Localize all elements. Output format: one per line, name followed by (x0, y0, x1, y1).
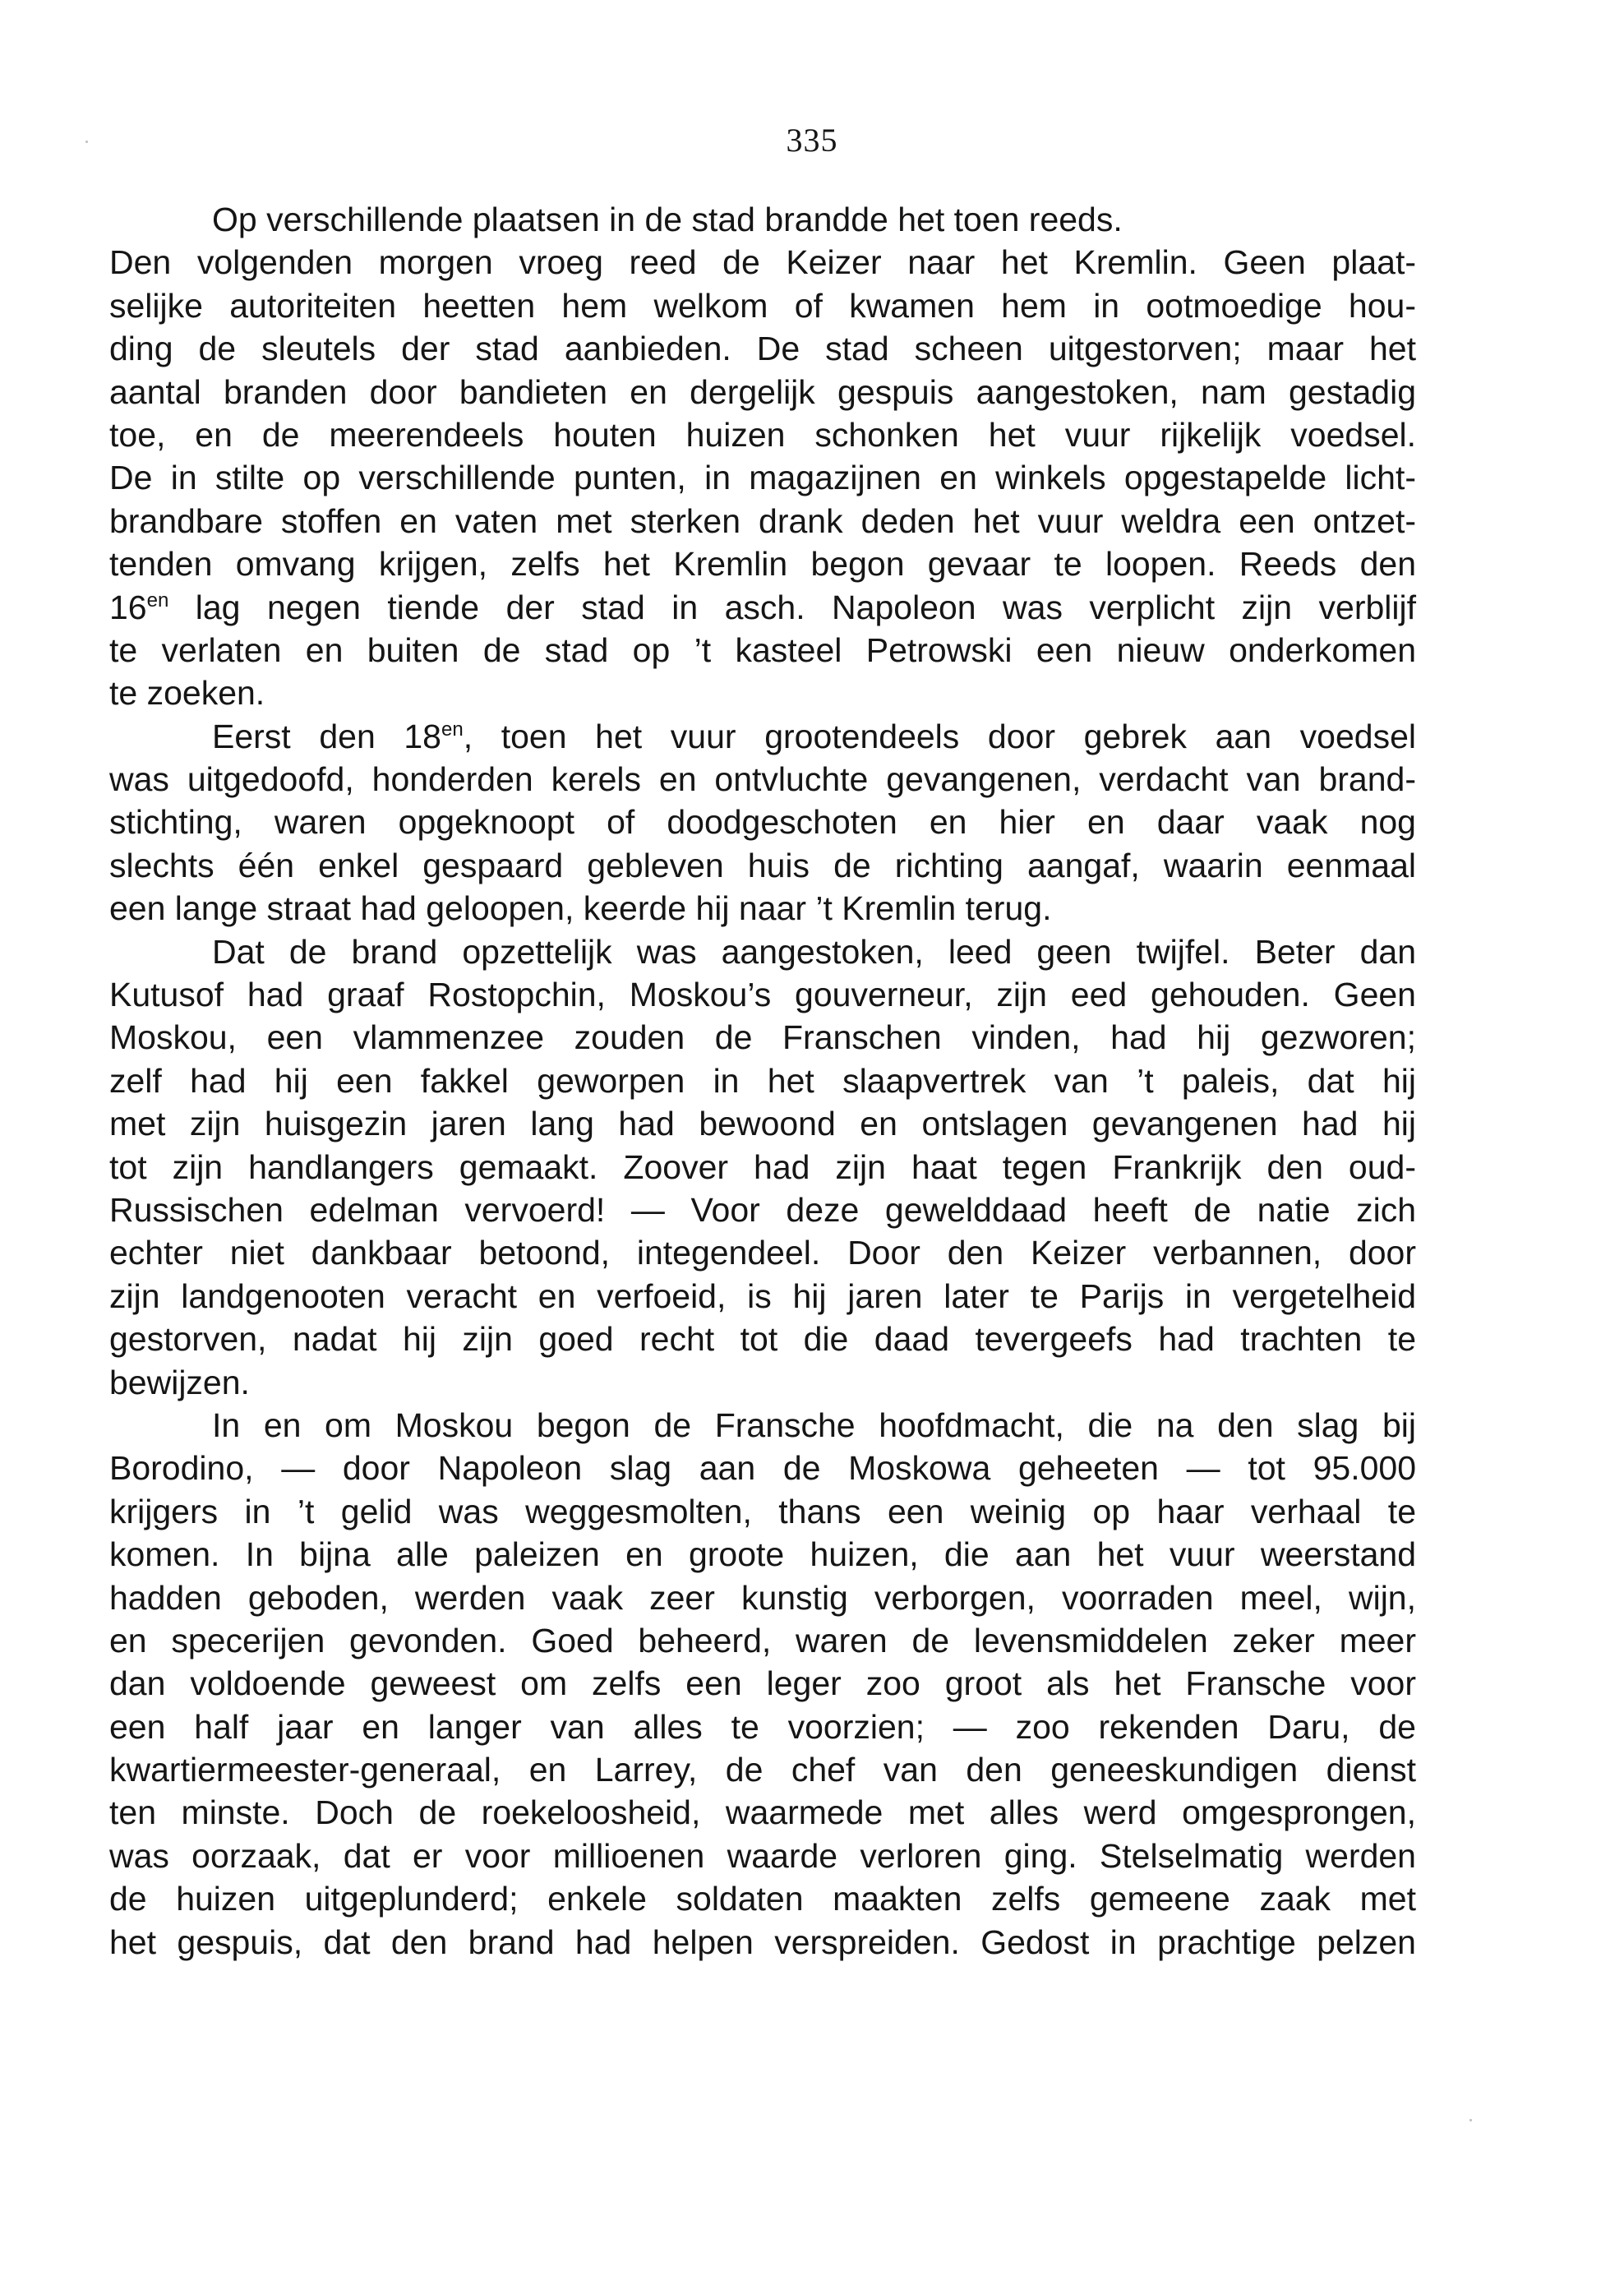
line-text: was oorzaak, dat er voor millioenen waarde verloren ging. Stelselmatig werden (109, 1836, 1416, 1875)
text-line (109, 542, 1416, 585)
line-text: De in stilte op verschillende punten, in magazijnen en winkels opgestapelde licht- (109, 459, 1416, 497)
text-line (109, 1447, 1416, 1489)
line-text: Moskou, een vlammenzee zouden de Franschen vinden, had hij gezworen; (109, 1018, 1416, 1057)
text-line (109, 758, 1416, 801)
line-text: Den volgenden morgen vroeg reed de Keizer naar het Kremlin. Geen plaat- (109, 243, 1416, 282)
line-text: een lange straat had geloopen, keerde hij naar ’t Kremlin terug. (109, 889, 1052, 928)
line-text: hadden geboden, werden vaak zeer kunstig verborgen, voorraden meel, wijn, (109, 1578, 1416, 1617)
line-text: met zijn huisgezin jaren lang had bewoond en ontslagen gevangenen had hij (109, 1105, 1416, 1143)
text-line (109, 241, 1416, 284)
text-line (109, 284, 1416, 327)
text-line (109, 500, 1416, 542)
text-line (109, 672, 1416, 714)
text-line (109, 456, 1416, 499)
line-text: een half jaar en langer van alles te voorzien; — zoo rekenden Daru, de (109, 1707, 1416, 1746)
line-text: krijgers in ’t gelid was weggesmolten, thans een weinig op haar verhaal te (109, 1492, 1416, 1530)
text-line (109, 327, 1416, 370)
line-text: aantal branden door bandieten en dergelijk gespuis aangestoken, nam gestadig (109, 372, 1416, 411)
line-text: ding de sleutels der stad aanbieden. De stad scheen uitgestorven; maar het (109, 330, 1416, 368)
text-line (109, 1189, 1416, 1231)
line-text: het gespuis, dat den brand had helpen verspreiden. Gedost in prachtige pelzen (109, 1923, 1416, 1961)
line-text: Russischen edelman vervoerd! — Voor deze gewelddaad heeft de natie zich (109, 1190, 1416, 1229)
text-line (109, 1791, 1416, 1834)
text-line (109, 1619, 1416, 1662)
page-number: 335 (786, 122, 838, 159)
line-text: lag negen tiende der stad in asch. Napoleon was verplicht zijn verblijf (168, 588, 1416, 626)
body-text (109, 198, 1416, 1964)
line-text: te zoeken. (109, 674, 265, 713)
text-line (109, 887, 1416, 930)
line-text: dan voldoende geweest om zelfs een leger zoo groot als het Fransche voor (109, 1664, 1416, 1703)
line-text: bewijzen. (109, 1363, 250, 1401)
line-text: kwartiermeester-generaal, en Larrey, de chef van den geneeskundigen dienst (109, 1751, 1416, 1789)
superscript-suffix: en (146, 589, 169, 612)
line-text: Op verschillende plaatsen in de stad brandde het toen reeds. (212, 201, 1123, 238)
text-line (109, 1748, 1416, 1791)
text-line (109, 1835, 1416, 1877)
text-line (109, 1361, 1416, 1404)
line-text: , toen het vuur grootendeels door gebrek aan voedsel (463, 717, 1416, 755)
line-text: Dat de brand opzettelijk was aangestoken, leed geen twijfel. Beter dan (212, 932, 1416, 971)
text-line (109, 1275, 1416, 1318)
text-line (109, 844, 1416, 887)
text-line (109, 1016, 1416, 1059)
line-text: selijke autoriteiten heetten hem welkom of kwamen hem in ootmoedige hou- (109, 286, 1416, 325)
line-text: slechts één enkel gespaard gebleven huis de richting aangaf, waarin eenmaal (109, 846, 1416, 884)
line-text: brandbare stoffen en vaten met sterken drank deden het vuur weldra een ontzet- (109, 501, 1416, 540)
text-line (109, 930, 1416, 973)
text-line (109, 1318, 1416, 1360)
line-text: was uitgedoofd, honderden kerels en ontvluchte gevangenen, verdacht van brand- (109, 760, 1416, 799)
line-text: tot zijn handlangers gemaakt. Zoover had zijn haat tegen Frankrijk den oud- (109, 1147, 1416, 1186)
line-text: In en om Moskou begon de Fransche hoofdmacht, die na den slag bij (212, 1406, 1416, 1444)
text-line (109, 1662, 1416, 1705)
text-line (109, 1059, 1416, 1102)
text-line (109, 1146, 1416, 1189)
line-text: Kutusof had graaf Rostopchin, Moskou’s gouverneur, zijn eed gehouden. Geen (109, 976, 1416, 1014)
line-text: zijn landgenooten veracht en verfoeid, is hij jaren later te Parijs in vergetelheid (109, 1276, 1416, 1315)
line-text: te verlaten en buiten de stad op ’t kasteel Petrowski een nieuw onderkomen (109, 630, 1416, 669)
line-text: de huizen uitgeplunderd; enkele soldaten maakten zelfs gemeene zaak met (109, 1880, 1416, 1918)
text-line (109, 198, 1416, 241)
text-line (109, 1490, 1416, 1533)
text-line (109, 1102, 1416, 1145)
text-line (109, 1921, 1416, 1964)
line-text: zelf had hij een fakkel geworpen in het slaapvertrek van ’t paleis, dat hij (109, 1061, 1416, 1100)
text-line (109, 1231, 1416, 1274)
line-text: stichting, waren opgeknoopt of doodgeschoten en hier en daar vaak nog (109, 803, 1416, 842)
line-text: en specerijen gevonden. Goed beheerd, waren de levensmiddelen zeker meer (109, 1621, 1416, 1659)
line-text: komen. In bijna alle paleizen en groote huizen, die aan het vuur weerstand (109, 1535, 1416, 1574)
line-prefix: Eerst den 18 (212, 717, 441, 755)
text-line (109, 801, 1416, 843)
scan-speck (1469, 2119, 1472, 2121)
text-line (109, 413, 1416, 456)
text-line (109, 586, 1416, 629)
line-text: toe, en de meerendeels houten huizen schonken het vuur rijkelijk voedsel. (109, 415, 1416, 454)
text-line (109, 973, 1416, 1016)
scan-speck (85, 141, 88, 143)
text-line (109, 1706, 1416, 1748)
text-line (109, 1404, 1416, 1447)
text-line (109, 371, 1416, 413)
line-text: echter niet dankbaar betoond, integendeel. Door den Keizer verbannen, door (109, 1234, 1416, 1272)
text-line (109, 1877, 1416, 1920)
text-line (109, 1576, 1416, 1619)
text-line (109, 715, 1416, 758)
line-text: tenden omvang krijgen, zelfs het Kremlin begon gevaar te loopen. Reeds den (109, 545, 1416, 584)
text-line (109, 1533, 1416, 1576)
superscript-suffix: en (441, 718, 464, 741)
line-text: gestorven, nadat hij zijn goed recht tot die daad tevergeefs had trachten te (109, 1320, 1416, 1359)
line-text: ten minste. Doch de roekeloosheid, waarmede met alles werd omgesprongen, (109, 1793, 1416, 1832)
line-text: Borodino, — door Napoleon slag aan de Moskowa geheeten — tot 95.000 (109, 1449, 1416, 1488)
line-prefix: 16 (109, 588, 147, 626)
text-line (109, 629, 1416, 672)
